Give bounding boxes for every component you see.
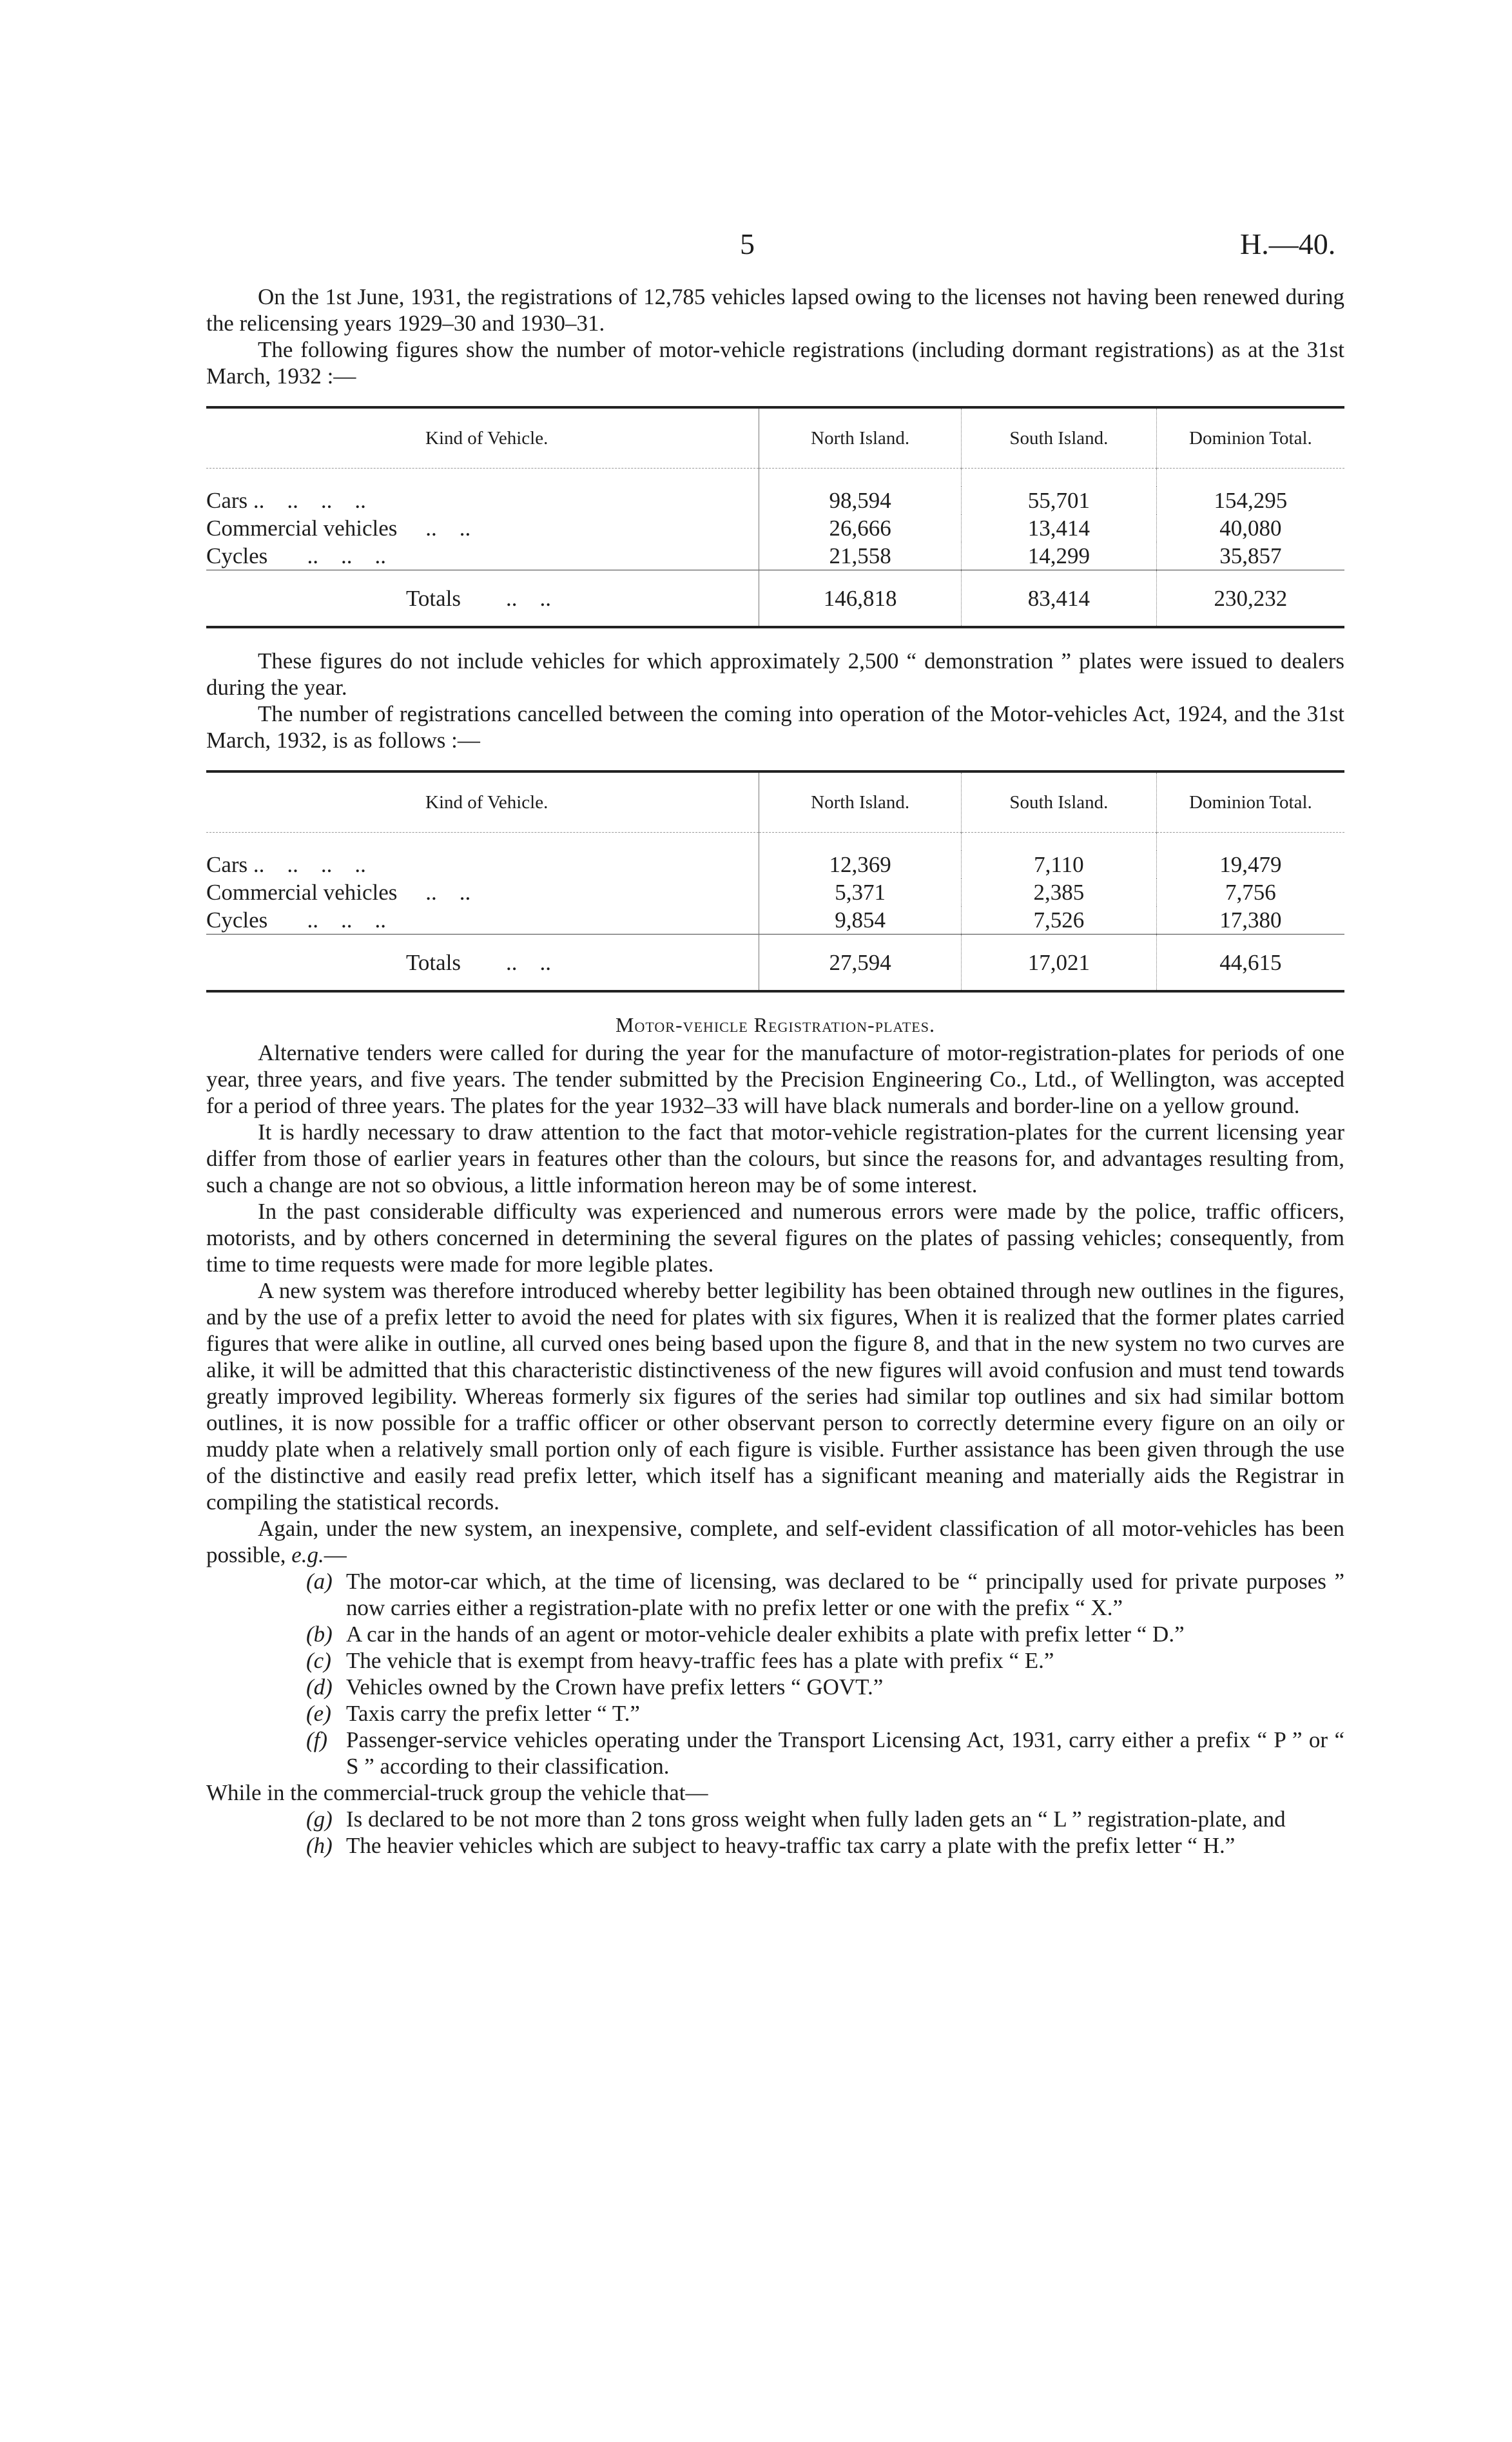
- cell-north: 5,371: [759, 878, 962, 906]
- table-row: [206, 851, 1344, 878]
- cell-south: 7,110: [961, 851, 1156, 878]
- paragraph-tenders: Alternative tenders were called for during the year for the manufacture of motor-registration-plates for periods of one year, three years, and five years. The tender submitted by the Precision Engineering Co., Ltd., of Wellington, was accepted for a period of three years. The plates for the year 1932–33 will have black numerals and border-line on a yellow ground.: [206, 1040, 1344, 1118]
- registrations-table: [206, 406, 1344, 628]
- column-header-south: South Island.: [961, 407, 1156, 469]
- table-row: [206, 487, 1344, 514]
- paragraph-classification: Again, under the new system, an inexpensive, complete, and self-evident classification of all motor-vehicles has been possible, e.g.—: [206, 1516, 1344, 1567]
- prefix-list-private: [306, 1568, 1344, 1779]
- totals-label: Totals .. ..: [206, 570, 759, 628]
- total-north: 146,818: [759, 570, 962, 628]
- paragraph-figures-intro: The following figures show the number of motor-vehicle registrations (including dormant registrations) as at the 31st March, 1932 :—: [206, 337, 1344, 389]
- prefix-list-commercial: [306, 1806, 1344, 1859]
- cell-total: 17,380: [1156, 906, 1344, 935]
- page-number: 5: [740, 228, 755, 260]
- cell-south: 55,701: [961, 487, 1156, 514]
- list-item: (b) A car in the hands of an agent or motor-vehicle dealer exhibits a plate with prefix letter “ D.”: [306, 1622, 1185, 1647]
- paragraph-commercial-group: While in the commercial-truck group the vehicle that—: [206, 1780, 708, 1805]
- row-label: Cars .. .. .. ..: [206, 488, 366, 513]
- list-item: (c) The vehicle that is exempt from heavy-traffic fees has a plate with prefix “ E.”: [306, 1648, 1054, 1673]
- column-header-kind: Kind of Vehicle.: [206, 407, 759, 469]
- paragraph-demonstration-plates: These figures do not include vehicles for which approximately 2,500 “ demonstration ” plates were issued to dealers during the year.: [206, 648, 1344, 700]
- total-north: 27,594: [759, 935, 962, 992]
- cell-north: 9,854: [759, 906, 962, 935]
- cell-total: 35,857: [1156, 542, 1344, 570]
- row-label: Commercial vehicles .. ..: [206, 880, 471, 905]
- totals-row: [206, 570, 1344, 628]
- column-header-kind: Kind of Vehicle.: [206, 771, 759, 833]
- cell-south: 2,385: [961, 878, 1156, 906]
- cell-total: 40,080: [1156, 514, 1344, 542]
- totals-row: [206, 935, 1344, 992]
- table-row: [206, 878, 1344, 906]
- cell-north: 98,594: [759, 487, 962, 514]
- row-label: Cycles .. .. ..: [206, 907, 387, 933]
- cell-total: 19,479: [1156, 851, 1344, 878]
- cell-south: 7,526: [961, 906, 1156, 935]
- paragraph-cancelled-intro: The number of registrations cancelled between the coming into operation of the Motor-vehicles Act, 1924, and the 31st March, 1932, is as follows :—: [206, 701, 1344, 753]
- column-header-total: Dominion Total.: [1156, 407, 1344, 469]
- column-header-north: North Island.: [759, 407, 962, 469]
- paragraph-lapsed-registrations: On the 1st June, 1931, the registrations of 12,785 vehicles lapsed owing to the licenses not having been renewed during the relicensing years 1929–30 and 1930–31.: [206, 284, 1344, 336]
- list-item: (g) Is declared to be not more than 2 tons gross weight when fully laden gets an “ L ” registration-plate, and: [306, 1807, 1286, 1832]
- column-header-total: Dominion Total.: [1156, 771, 1344, 833]
- row-label: Cars .. .. .. ..: [206, 852, 366, 877]
- cell-north: 26,666: [759, 514, 962, 542]
- table-row: [206, 514, 1344, 542]
- list-item: (f) Passenger-service vehicles operating under the Transport Licensing Act, 1931, carry either a prefix “ P ” or “ S ” according to their classification.: [306, 1727, 1344, 1779]
- section-heading: Motor-vehicle Registration-plates.: [615, 1013, 935, 1036]
- table-row: [206, 542, 1344, 570]
- column-header-north: North Island.: [759, 771, 962, 833]
- list-item: (d) Vehicles owned by the Crown have prefix letters “ GOVT.”: [306, 1674, 884, 1700]
- column-header-south: South Island.: [961, 771, 1156, 833]
- cell-north: 21,558: [759, 542, 962, 570]
- list-item: (h) The heavier vehicles which are subject to heavy-traffic tax carry a plate with the prefix letter “ H.”: [306, 1833, 1236, 1858]
- page-body: [206, 284, 1344, 1859]
- total-south: 17,021: [961, 935, 1156, 992]
- total-dominion: 44,615: [1156, 935, 1344, 992]
- cell-total: 154,295: [1156, 487, 1344, 514]
- cancellations-table: [206, 770, 1344, 993]
- paragraph-past-difficulty: In the past considerable difficulty was experienced and numerous errors were made by the police, traffic officers, motorists, and by others concerned in determining the several figures on the plates of passing vehicles; consequently, from time to time requests were made for more legible plates.: [206, 1199, 1344, 1277]
- total-south: 83,414: [961, 570, 1156, 628]
- paragraph-plate-features: It is hardly necessary to draw attention to the fact that motor-vehicle registration-plates for the current licensing year differ from those of earlier years in features other than the colours, but since the reasons for, and advantages resulting from, such a change are not so obvious, a little information hereon may be of some interest.: [206, 1119, 1344, 1197]
- cell-total: 7,756: [1156, 878, 1344, 906]
- list-item: (e) Taxis carry the prefix letter “ T.”: [306, 1701, 640, 1726]
- row-label: Cycles .. .. ..: [206, 543, 387, 568]
- table-header-row: [206, 771, 1344, 833]
- row-label: Commercial vehicles .. ..: [206, 516, 471, 541]
- cell-south: 14,299: [961, 542, 1156, 570]
- total-dominion: 230,232: [1156, 570, 1344, 628]
- table-row: [206, 906, 1344, 935]
- totals-label: Totals .. ..: [206, 935, 759, 992]
- cell-north: 12,369: [759, 851, 962, 878]
- table-header-row: [206, 407, 1344, 469]
- list-item: (a) The motor-car which, at the time of licensing, was declared to be “ principally used for private purposes ” now carries either a registration-plate with no prefix letter or one with the prefix “ X.”: [306, 1569, 1344, 1620]
- cell-south: 13,414: [961, 514, 1156, 542]
- document-reference: H.—40.: [1240, 228, 1336, 260]
- paragraph-new-system: A new system was therefore introduced whereby better legibility has been obtained through new outlines in the figures, and by the use of a prefix letter to avoid the need for plates with six figures, When it is realized that the former plates carried figures that were alike in outline, all curved ones being based upon the figure 8, and that in the new system no two curves are alike, it will be admitted that this characteristic distinctiveness of the new figures will avoid confusion and must tend towards greatly improved legibility. Whereas formerly six figures of the series had similar top outlines and six had similar bottom outlines, it is now possible for a traffic officer or other observant person to correctly determine every figure on an oily or muddy plate when a relatively small portion only of each figure is visible. Further assistance has been given through the use of the distinctive and easily read prefix letter, which itself has a significant meaning and materially aids the Registrar in compiling the statistical records.: [206, 1278, 1344, 1515]
